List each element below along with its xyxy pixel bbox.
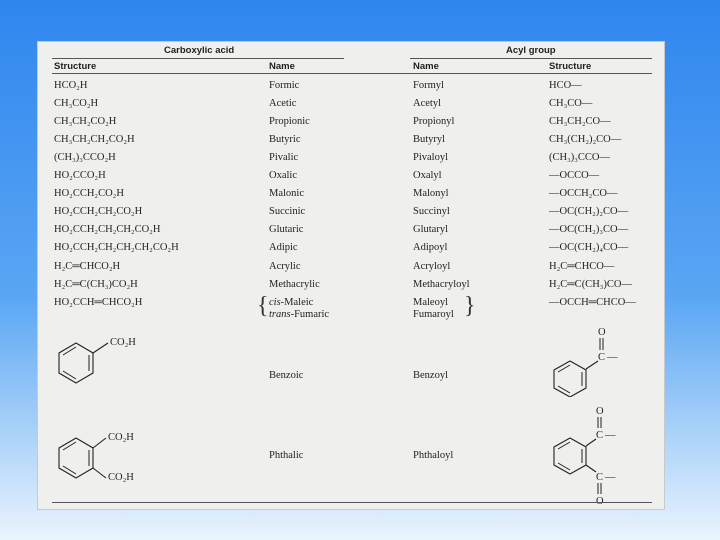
- acid-name: Acrylic: [269, 261, 301, 272]
- acyl-structure: CH₃CH₂CO—: [549, 116, 611, 127]
- acid-structure: H₂C═CHCO₂H: [54, 261, 121, 272]
- acyl-structure: (CH₃)₃CCO—: [549, 152, 610, 163]
- acyl-name: Benzoyl: [413, 370, 448, 381]
- acid-name: Benzoic: [269, 370, 304, 381]
- slide-panel: [37, 41, 665, 510]
- svg-text:C: C: [596, 430, 604, 441]
- column-header-acyl-name: Name: [413, 61, 439, 72]
- acid-name-cis: cis-Maleic: [269, 297, 314, 308]
- acid-structure: HO₂CCH₂CO₂H: [54, 188, 124, 199]
- acid-structure: HO₂CCH═CHCO₂H: [54, 297, 143, 308]
- acyl-structure: —OC(CH₂)₂CO—: [549, 206, 629, 217]
- phthalic-acid-structure: [50, 422, 160, 494]
- acid-structure: HO₂CCH₂CH₂CO₂H: [54, 206, 143, 217]
- acyl-structure: H₂C═CHCO—: [549, 261, 615, 272]
- acid-name-trans: trans-Fumaric: [269, 309, 330, 320]
- acid-name: Methacrylic: [269, 279, 320, 290]
- acyl-name: Succinyl: [413, 206, 450, 217]
- benzoic-acid-structure: [50, 331, 150, 389]
- acid-structure: H₂C═C(CH₃)CO₂H: [54, 279, 138, 290]
- acyl-structure: HCO—: [549, 80, 582, 91]
- acyl-name: Glutaryl: [413, 224, 448, 235]
- acyl-name: Phthaloyl: [413, 450, 454, 461]
- right-brace: }: [464, 293, 476, 319]
- acyl-structure: —OC(CH₂)₄CO—: [549, 242, 629, 253]
- rule-table-bottom: [52, 502, 652, 503]
- acyl-structure: CH₃CO—: [549, 98, 593, 109]
- acyl-name: Pivaloyl: [413, 152, 449, 163]
- acyl-name: Propionyl: [413, 116, 455, 127]
- acid-structure: (CH₃)₃CCO₂H: [54, 152, 116, 163]
- acyl-structure: —OCCH═CHCO—: [549, 297, 636, 308]
- acid-name: Propionic: [269, 116, 310, 127]
- phthalic-carboxyl-label-top: CO₂H: [108, 432, 134, 443]
- acid-name: Pivalic: [269, 152, 299, 163]
- phthaloyl-structure: [546, 404, 641, 508]
- acyl-structure: —OCCH₂CO—: [549, 188, 618, 199]
- left-brace: {: [257, 293, 269, 319]
- acyl-structure: —OC(CH₂)₃CO—: [549, 224, 629, 235]
- acid-structure: HO₂CCH₂CH₂CH₂CO₂H: [54, 224, 161, 235]
- acid-structure: CH₃CH₂CO₂H: [54, 116, 117, 127]
- acid-structure: HCO₂H: [54, 80, 88, 91]
- acid-structure: CH₃CO₂H: [54, 98, 99, 109]
- benzoic-carboxyl-label: CO₂H: [110, 337, 136, 348]
- acid-structure: CH₃CH₂CH₂CO₂H: [54, 134, 135, 145]
- acid-name: Malonic: [269, 188, 304, 199]
- svg-text:O: O: [598, 327, 606, 338]
- acyl-name: Oxalyl: [413, 170, 442, 181]
- acid-name: Glutaric: [269, 224, 304, 235]
- svg-text:—: —: [607, 352, 618, 363]
- acyl-structure: CH₃(CH₂)₂CO—: [549, 134, 622, 145]
- acid-name: Acetic: [269, 98, 297, 109]
- acid-name: Succinic: [269, 206, 306, 217]
- svg-text:O: O: [596, 406, 604, 417]
- rule-acyl-group: [410, 58, 652, 59]
- acyl-name: Acetyl: [413, 98, 441, 109]
- acid-name: Phthalic: [269, 450, 304, 461]
- acyl-name: Acryloyl: [413, 261, 451, 272]
- acyl-name: Methacryloyl: [413, 279, 470, 290]
- column-header-acyl-structure: Structure: [549, 61, 592, 72]
- acyl-name: Malonyl: [413, 188, 449, 199]
- column-header-acid-structure: Structure: [54, 61, 97, 72]
- phthalic-carboxyl-label-bottom: CO₂H: [108, 472, 134, 483]
- acid-structure: HO₂CCH₂CH₂CH₂CH₂CO₂H: [54, 242, 179, 253]
- group-header-carboxylic-acid: Carboxylic acid: [164, 45, 235, 56]
- rule-acid-group: [52, 58, 344, 59]
- acid-name: Oxalic: [269, 170, 297, 181]
- acyl-name: Adipoyl: [413, 242, 448, 253]
- acyl-name-fumaroyl: Fumaroyl: [413, 309, 454, 320]
- acyl-name: Butyryl: [413, 134, 446, 145]
- group-header-acyl-group: Acyl group: [506, 45, 556, 56]
- svg-text:C: C: [598, 352, 606, 363]
- svg-text:C: C: [596, 472, 604, 483]
- acyl-structure: —OCCO—: [549, 170, 600, 181]
- benzoyl-structure: [546, 325, 636, 397]
- svg-text:—: —: [605, 472, 616, 483]
- acyl-name: Formyl: [413, 80, 444, 91]
- acid-name: Adipic: [269, 242, 298, 253]
- svg-text:—: —: [605, 430, 616, 441]
- acid-structure: HO₂CCO₂H: [54, 170, 106, 181]
- acyl-structure: H₂C═C(CH₃)CO—: [549, 279, 633, 290]
- column-header-acid-name: Name: [269, 61, 295, 72]
- acid-name: Butyric: [269, 134, 301, 145]
- acyl-name-maleoyl: Maleoyl: [413, 297, 448, 308]
- acid-name: Formic: [269, 80, 300, 91]
- rule-column-headers: [52, 73, 652, 74]
